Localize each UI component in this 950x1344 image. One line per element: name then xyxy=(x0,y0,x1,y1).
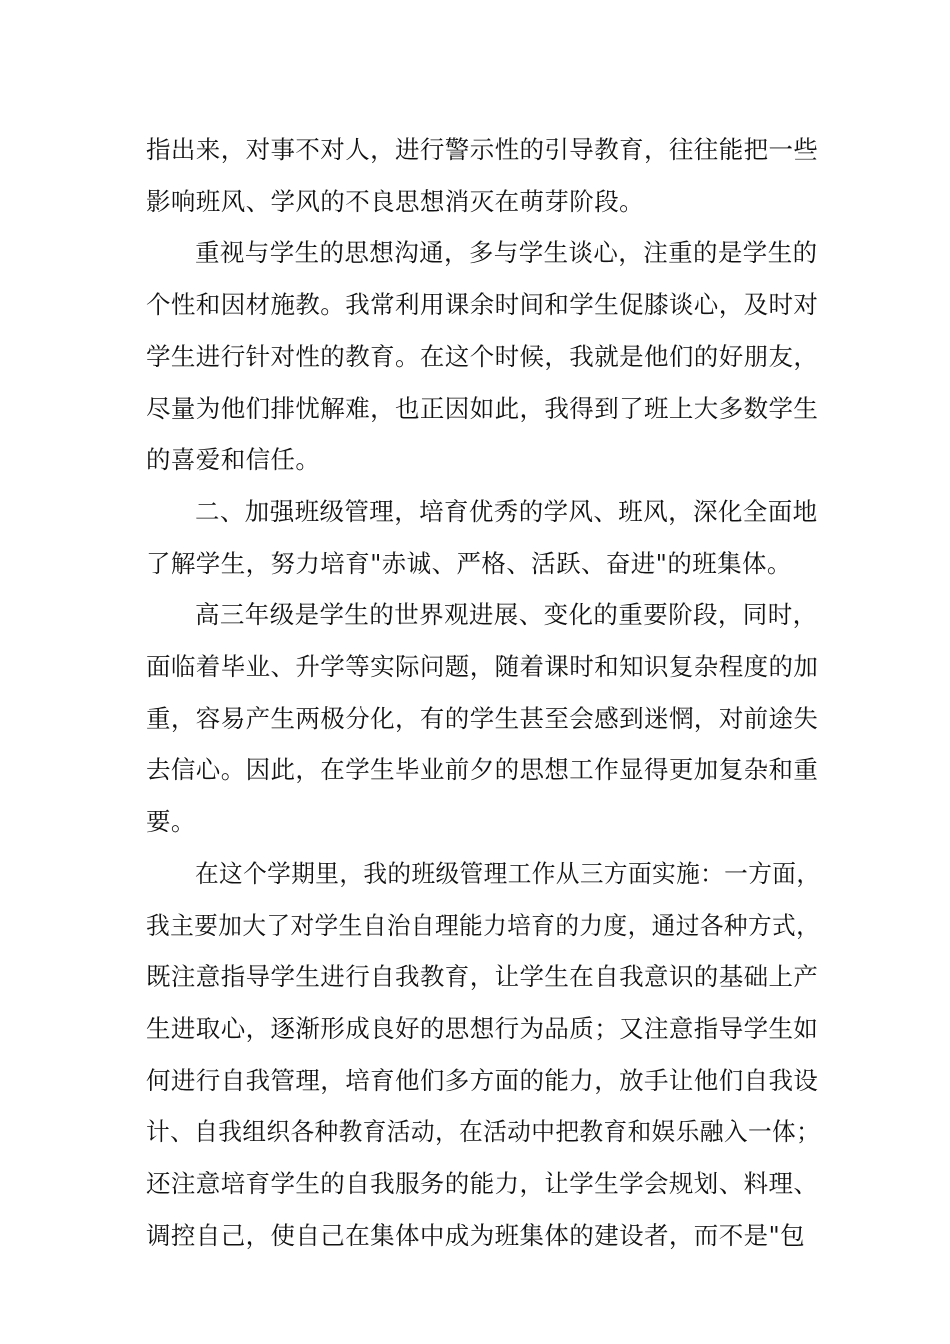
text-line: 何进行自我管理，培育他们多方面的能力，放手让他们自我设 xyxy=(146,1065,819,1095)
text-line: 调控自己，使自己在集体中成为班集体的建设者，而不是"包 xyxy=(146,1220,806,1250)
text-line: 生进取心，逐渐形成良好的思想行为品质；又注意指导学生如 xyxy=(146,1013,819,1043)
text-line: 重视与学生的思想沟通，多与学生谈心，注重的是学生的 xyxy=(195,238,818,268)
text-line: 影响班风、学风的不良思想消灭在萌芽阶段。 xyxy=(146,186,644,216)
text-line: 计、自我组织各种教育活动，在活动中把教育和娱乐融入一体； xyxy=(146,1117,821,1147)
text-line: 学生进行针对性的教育。在这个时候，我就是他们的好朋友， xyxy=(146,341,819,371)
text-line: 了解学生，努力培育"赤诚、严格、活跃、奋进"的班集体。 xyxy=(146,548,792,578)
text-line: 在这个学期里，我的班级管理工作从三方面实施：一方面， xyxy=(195,858,821,888)
text-line: 我主要加大了对学生自治自理能力培育的力度，通过各种方式， xyxy=(146,910,821,940)
text-line: 个性和因材施教。我常利用课余时间和学生促膝谈心，及时对 xyxy=(146,290,819,320)
text-line: 指出来，对事不对人，进行警示性的引导教育，往往能把一些 xyxy=(146,135,819,164)
text-line: 尽量为他们排忧解难，也正因如此，我得到了班上大多数学生 xyxy=(146,393,819,423)
text-line: 既注意指导学生进行自我教育，让学生在自我意识的基础上产 xyxy=(146,962,819,992)
text-line: 还注意培育学生的自我服务的能力，让学生学会规划、料理、 xyxy=(146,1169,819,1198)
text-line: 去信心。因此，在学生毕业前夕的思想工作显得更加复杂和重 xyxy=(146,755,819,785)
text-line: 高三年级是学生的世界观进展、变化的重要阶段，同时， xyxy=(195,600,818,630)
text-line: 要。 xyxy=(146,807,196,837)
text-line: 二、加强班级管理，培育优秀的学风、班风，深化全面地 xyxy=(195,496,818,526)
text-line: 重，容易产生两极分化，有的学生甚至会感到迷惘，对前途失 xyxy=(146,703,819,733)
text-line: 的喜爱和信任。 xyxy=(146,445,321,475)
text-line: 面临着毕业、升学等实际问题，随着课时和知识复杂程度的加 xyxy=(146,652,819,681)
